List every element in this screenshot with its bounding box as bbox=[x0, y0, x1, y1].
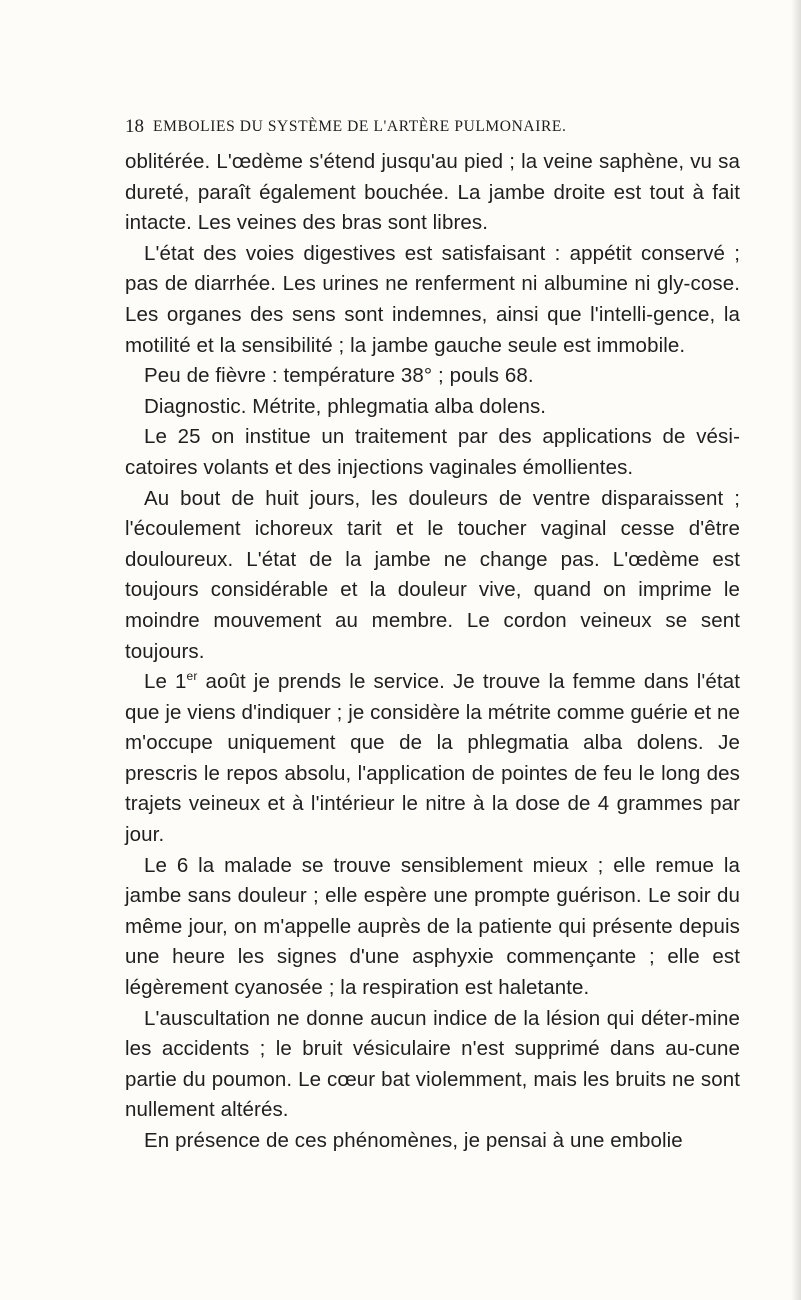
august-rest: août je prends le service. Je trouve la femme dans l'état que je viens d'indiquer ; je considère la métrite comme guérie et ne m'occupe uniquement que de la phlegmatia alba dolens. Je prescris le repos absolu, l'application de pointes de feu le long des trajets veineux et à l'intérieur le nitre à la dose de 4 grammes par jour. bbox=[125, 670, 740, 847]
paragraph-fever: Peu de fièvre : température 38° ; pouls 68. bbox=[144, 364, 534, 388]
page-number: 18 bbox=[125, 116, 144, 137]
august-prefix: Le 1 bbox=[144, 670, 187, 694]
paragraph-eight-days: Au bout de huit jours, les douleurs de ventre disparaissent ; l'écoulement ichoreux tarit et le toucher vaginal cesse d'être douloureux. L'état de la jambe ne change pas. L'œdème est toujours considérable et la douleur vive, quand on imprime le moindre mouvement au membre. Le cordon veineux se sent toujours. bbox=[125, 486, 740, 663]
page-header bbox=[125, 116, 725, 140]
august-superscript: er bbox=[186, 669, 198, 684]
paragraph-treatment: Le 25 on institue un traitement par des applications de vési-catoires volants et des injections vaginales émollientes. bbox=[125, 425, 740, 479]
paragraph-continuation: oblitérée. L'œdème s'étend jusqu'au pied ; la veine saphène, vu sa dureté, paraît également bouchée. La jambe droite est tout à fait intacte. Les veines des bras sont libres. bbox=[125, 150, 740, 235]
paragraph-auscultation: L'auscultation ne donne aucun indice de la lésion qui déter-mine les accidents ; le bruit vésiculaire n'est supprimé dans au-cune partie du poumon. Le cœur bat violemment, mais les bruits ne sont nullement altérés. bbox=[125, 1006, 740, 1122]
body-text bbox=[125, 147, 740, 1157]
paragraph-embolism: En présence de ces phénomènes, je pensai à une embolie bbox=[144, 1129, 683, 1152]
paragraph-diagnosis: Diagnostic. Métrite, phlegmatia alba dolens. bbox=[144, 394, 547, 418]
paragraph-august-first bbox=[125, 667, 740, 851]
running-title: EMBOLIES DU SYSTÈME DE L'ARTÈRE PULMONAIRE. bbox=[153, 118, 567, 135]
paragraph-digestive-state: L'état des voies digestives est satisfaisant : appétit conservé ; pas de diarrhée. Les urines ne renferment ni albumine ni gly-cose. Les organes des sens sont indemnes, ainsi que l'intelli-gence, la motilité et la sensibilité ; la jambe gauche seule est immobile. bbox=[125, 241, 740, 357]
page-edge-shadow bbox=[791, 0, 801, 1300]
paragraph-sixth: Le 6 la malade se trouve sensiblement mieux ; elle remue la jambe sans douleur ; elle espère une prompte guérison. Le soir du même jour, on m'appelle auprès de la patiente qui présente depuis une heure les signes d'une asphyxie commençante ; elle est légèrement cyanosée ; la respiration est haletante. bbox=[125, 853, 740, 1000]
